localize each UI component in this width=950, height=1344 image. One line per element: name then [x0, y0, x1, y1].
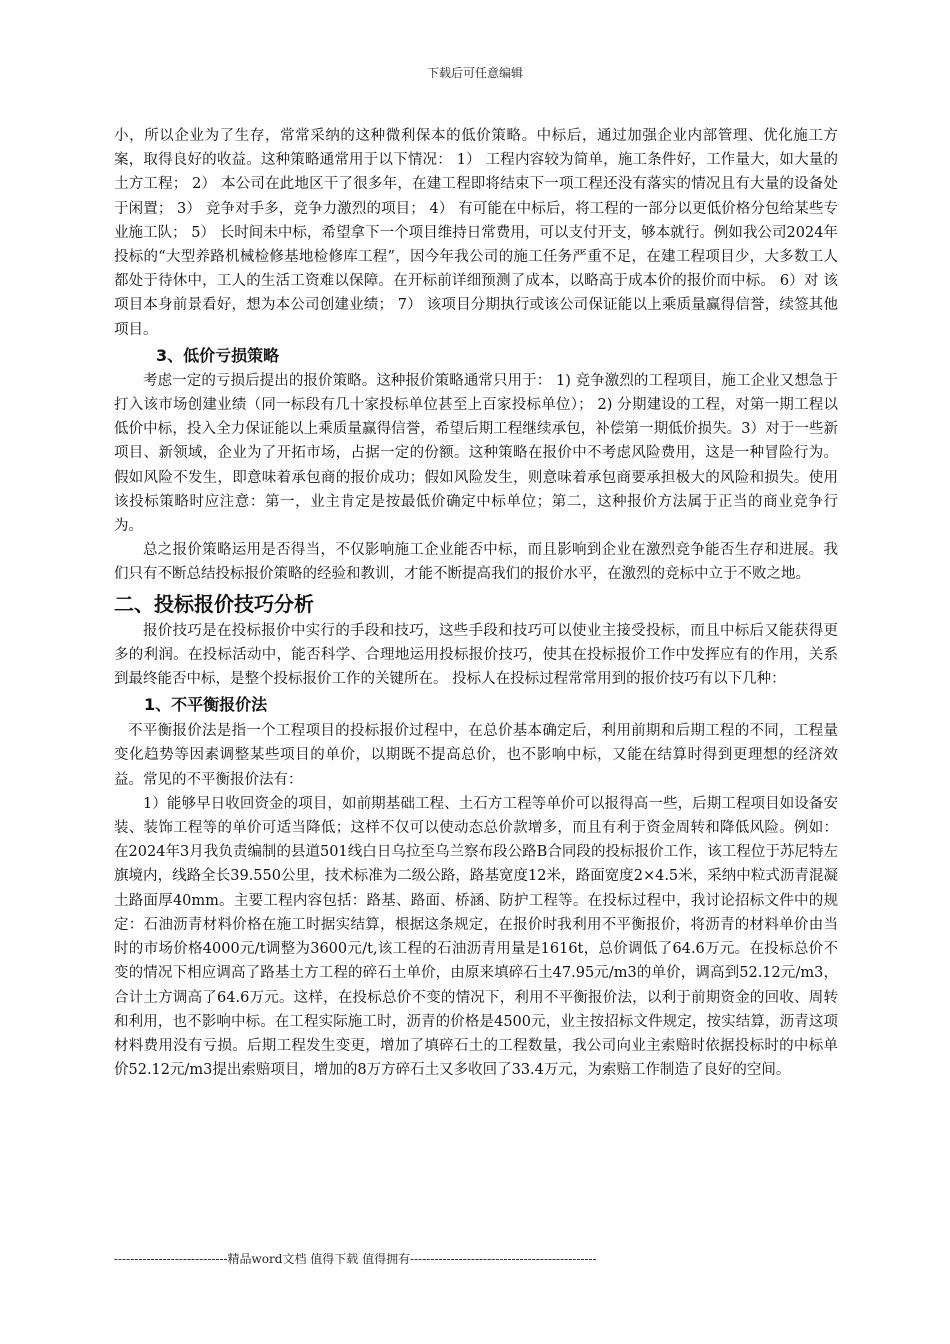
paragraph-loss-strategy: 考虑一定的亏损后提出的报价策略。这种报价策略通常只用于： 1) 竞争激烈的工程项目，施工企业又想急于打入该市场创建业绩（同一标段有几十家投标单位甚至上百家投标单位）； 2) 分期建设的工程，对第一期工程以低价中标，投入全力保证能以上乘质量赢得信誉，希望后期工程继续承包，补偿第一期低价损失。3）对于一些新项目、新领域，企业为了开拓市场，占据一定的份额。这种策略在报价中不考虑风险费用，这是一种冒险行为。假如风险不发生，即意味着承包商的报价成功；假如风险发生，则意味着承包商要承担极大的风险和损失。使用该投标策略时应注意：第一，业主肯定是按最低价确定中标单位；第二，这种报价方法属于正当的商业竞争行为。 [114, 372, 838, 535]
section-heading-loss-strategy: 3、低价亏损策略 [156, 345, 280, 365]
document-body [114, 124, 838, 1082]
paragraph-bid-techniques-intro: 报价技巧是在投标报价中实行的手段和技巧，这些手段和技巧可以使业主接受投标，而且中标后又能获得更多的利润。在投标活动中，能否科学、合理地运用投标报价技巧，使其在投标报价工作中发挥应有的作用，关系到最终能否中标，是整个投标报价工作的关键所在。 投标人在投标过程常常用到的报价技巧有以下几种： [114, 622, 838, 688]
chapter-heading-bid-techniques: 二、投标报价技巧分析 [114, 591, 314, 616]
paragraph-unbalanced-bid-definition: 不平衡报价法是指一个工程项目的投标报价过程中，在总价基本确定后，利用前期和后期工程的不同，工程量变化趋势等因素调整某些项目的单价，以期既不提高总价，也不影响中标，又能在结算时得到更理想的经济效益。常见的不平衡报价法有： [114, 723, 838, 788]
page-footer: ----------------------------精品word文档 值得下载 值得拥有---------------------------------------------- [114, 1252, 597, 1266]
paragraph-low-price-strategy: 小，所以企业为了生存，常常采纳的这种微利保本的低价策略。中标后，通过加强企业内部管理、优化施工方案，取得良好的收益。这种策略通常用于以下情况： 1） 工程内容较为简单，施工条件好，工作量大，如大量的土方工程； 2） 本公司在此地区干了很多年，在建工程即将结束下一项工程还没有落实的情况且有大量的设备处于闲置； 3） 竞争对手多，竞争力激烈的项目； 4） 有可能在中标后，将工程的一部分以更低价格分包给某些专业施工队； 5） 长时间未中标，希望拿下一个项目维持日常费用，可以支付开支，够本就行。例如我公司2024年投标的“大型养路机械检修基地检修库工程”，因今年我公司的施工任务严重不足，在建工程项目少，大多数工人都处于待休中，工人的生活工资难以保障。在开标前详细预测了成本，以略高于成本价的报价而中标。 6）对 该项目本身前景看好，想为本公司创建业绩； 7） 该项目分期执行或该公司保证能以上乘质量赢得信誉，续签其他项目。 [114, 128, 838, 338]
paragraph-summary: 总之报价策略运用是否得当，不仅影响施工企业能否中标，而且影响到企业在激烈竞争能否生存和进展。我们只有不断总结投标报价策略的经验和教训，才能不断提高我们的报价水平，在激烈的竞标中立于不败之地。 [114, 542, 838, 583]
paragraph-unbalanced-bid-example: 1）能够早日收回资金的项目，如前期基础工程、土石方工程等单价可以报得高一些，后期工程项目如设备安装、装饰工程等的单价可适当降低；这样不仅可以使动态总价款增多，而且有利于资金周转和降低风险。例如：在2024年3月我负责编制的县道501线白日乌拉至乌兰察布段公路B合同段的投标报价工作，该工程位于苏尼特左旗境内，线路全长39.550公里，技术标准为二级公路，路基宽度12米，路面宽度2×4.5米，采纳中粒式沥青混凝土路面厚40mm。主要工程内容包括：路基、路面、桥涵、防护工程等。在投标过程中，我讨论招标文件中的规定：石油沥青材料价格在施工时据实结算，根据这条规定，在报价时我利用不平衡报价，将沥青的材料单价由当时的市场价格4000元/t调整为3600元/t,该工程的石油沥青用量是1616t，总价调低了64.6万元。在投标总价不变的情况下相应调高了路基土方工程的碎石土单价，由原来填碎石土47.95元/m3的单价，调高到52.12元/m3，合计土方调高了64.6万元。这样，在投标总价不变的情况下，利用不平衡报价法，以利于前期资金的回收、周转和利用，也不影响中标。在工程实际施工时，沥青的价格是4500元，业主按招标文件规定，按实结算，沥青这项材料费用没有亏损。后期工程发生变更，增加了填碎石土的工程数量，我公司向业主索赔时依据投标时的中标单价52.12元/m3提出索赔项目，增加的8万方碎石土又多收回了33.4万元，为索赔工作制造了良好的空间。 [114, 795, 838, 1079]
page-header: 下载后可任意编辑 [426, 66, 523, 80]
section-heading-unbalanced-bid: 1、不平衡报价法 [144, 695, 268, 715]
